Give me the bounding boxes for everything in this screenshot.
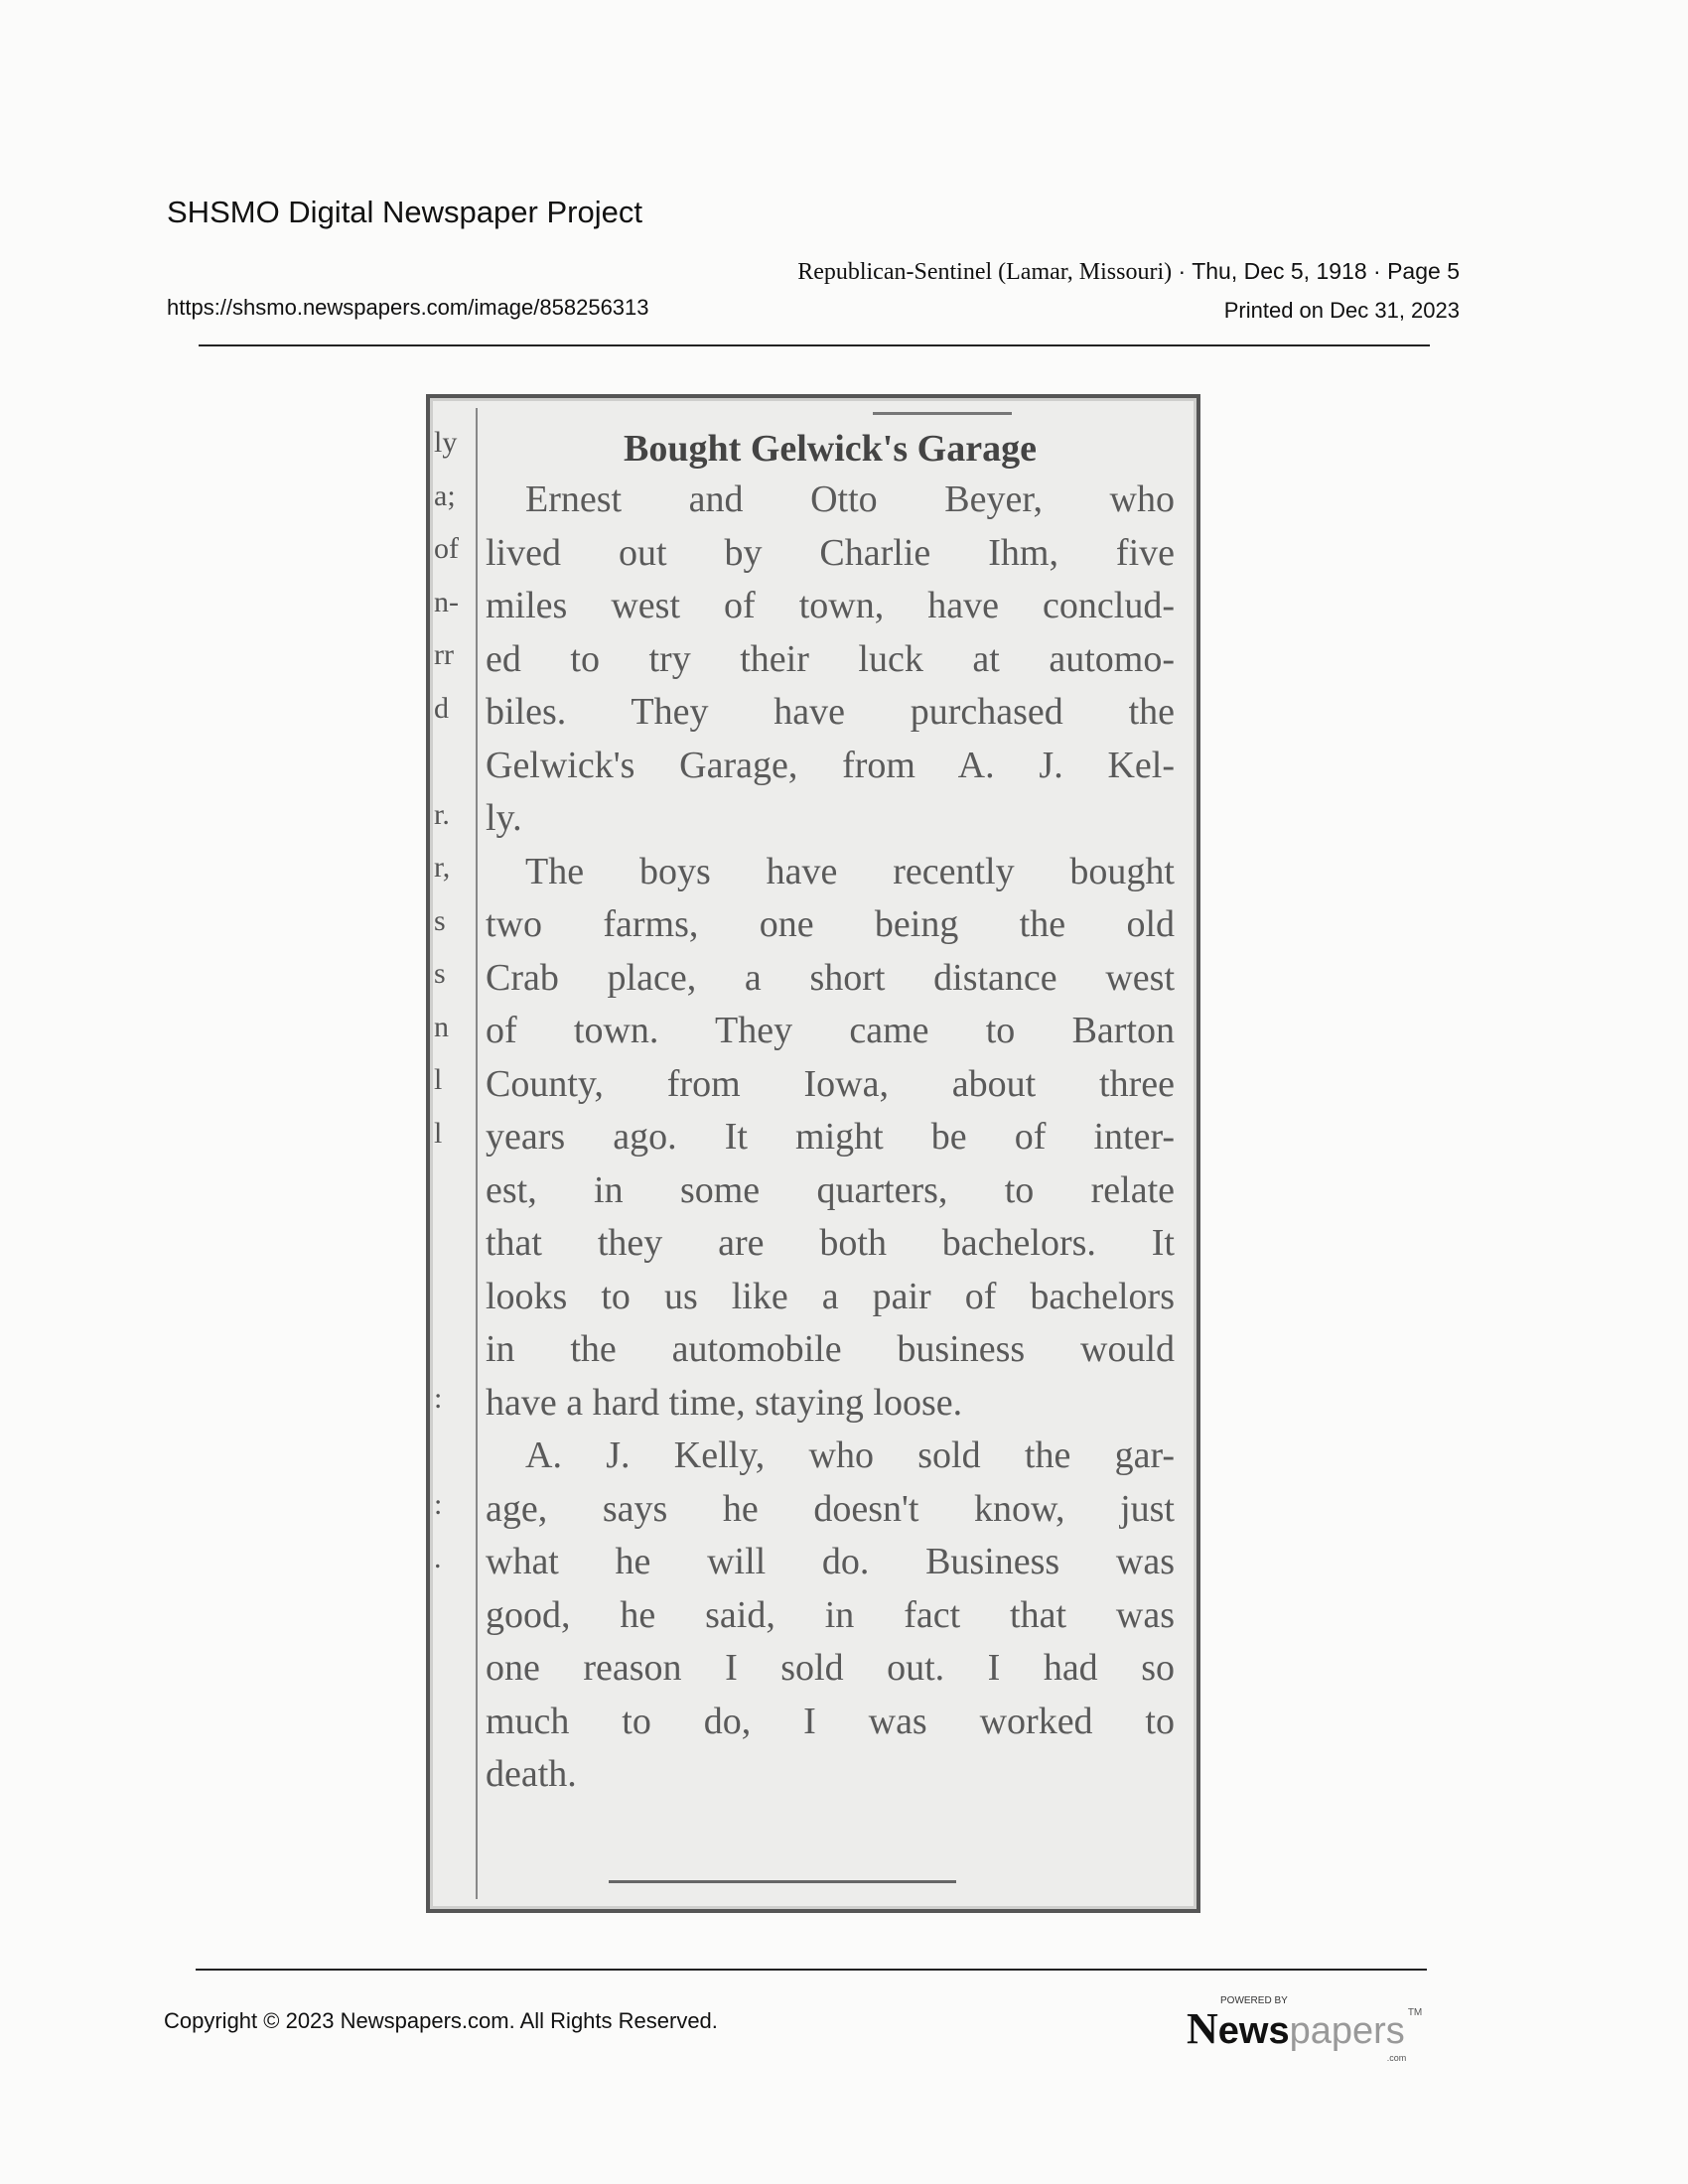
publication-name: Republican-Sentinel (Lamar, Missouri) — [797, 259, 1173, 285]
article-line: County, from Iowa, about three — [486, 1062, 1175, 1105]
article-line: years ago. It might be of inter- — [486, 1116, 1175, 1158]
publication-info — [797, 256, 1460, 287]
separator: · — [1178, 258, 1187, 284]
article-line: A. J. Kelly, who sold the gar- — [525, 1434, 1175, 1476]
article-line: good, he said, in fact that was — [486, 1593, 1175, 1636]
article-line: Ernest and Otto Beyer, who — [525, 478, 1175, 520]
page-number: Page 5 — [1387, 258, 1460, 284]
article-body — [486, 474, 1175, 1802]
header-divider — [199, 344, 1430, 346]
logo-com: .com — [1386, 2053, 1407, 2063]
column-fragment: a; — [434, 478, 456, 512]
column-fragment — [434, 1160, 474, 1213]
article-line: biles. They have purchased the — [486, 691, 1175, 733]
column-fragment — [434, 735, 474, 788]
separator: · — [1373, 258, 1381, 284]
column-fragment: n — [434, 1010, 449, 1043]
trademark: TM — [1407, 2007, 1423, 2018]
article-line: age, says he doesn't know, just — [486, 1487, 1175, 1530]
column-fragment — [434, 1266, 474, 1319]
column-fragment: r, — [434, 851, 451, 884]
article-line: much to do, I was worked to — [486, 1700, 1175, 1742]
copyright-notice: Copyright © 2023 Newspapers.com. All Rights Reserved. — [164, 2008, 718, 2033]
column-fragment: n- — [434, 585, 459, 618]
column-fragment: d — [434, 691, 449, 725]
printed-date: Printed on Dec 31, 2023 — [1223, 298, 1460, 323]
article-line: miles west of town, have conclud- — [486, 585, 1175, 626]
article-line: have a hard time, staying loose. — [486, 1381, 963, 1424]
project-title: SHSMO Digital Newspaper Project — [167, 195, 642, 229]
publication-date: Thu, Dec 5, 1918 — [1192, 258, 1367, 284]
article-line: what he will do. Business was — [486, 1541, 1175, 1582]
article-line: Gelwick's Garage, from A. J. Kel- — [486, 744, 1175, 786]
column-fragment: s — [434, 957, 446, 990]
column-fragment: rr — [434, 638, 454, 671]
column-rule — [476, 408, 478, 1899]
top-rule — [873, 412, 1012, 415]
article — [486, 408, 1175, 1802]
column-fragment — [434, 1319, 474, 1373]
article-line: death. — [486, 1753, 577, 1795]
logo-papers: papers — [1289, 2010, 1405, 2052]
column-fragment: s — [434, 903, 446, 937]
newspapers-logo — [1187, 1995, 1422, 2064]
column-fragment: l — [434, 1116, 443, 1150]
column-fragment: : — [434, 1488, 443, 1521]
logo-n: N — [1187, 2004, 1218, 2053]
column-fragment — [434, 1213, 474, 1267]
column-fragment: . — [434, 1541, 442, 1574]
article-line: The boys have recently bought — [525, 850, 1175, 892]
article-line: ly. — [486, 797, 522, 839]
article-line: ed to try their luck at automo- — [486, 637, 1175, 680]
article-line: lived out by Charlie Ihm, five — [486, 531, 1175, 574]
adjacent-column-fragments — [434, 416, 474, 1584]
powered-by-text: POWERED BY — [1220, 1995, 1288, 2006]
article-line: of town. They came to Barton — [486, 1010, 1175, 1051]
article-line: looks to us like a pair of bachelors — [486, 1275, 1175, 1317]
column-fragment: l — [434, 1063, 443, 1096]
article-line: in the automobile business would — [486, 1328, 1175, 1370]
article-line: one reason I sold out. I had so — [486, 1647, 1175, 1689]
column-fragment: ly — [434, 426, 458, 459]
newspaper-clipping — [426, 394, 1200, 1913]
article-line: two farms, one being the old — [486, 903, 1175, 945]
column-fragment: : — [434, 1382, 443, 1415]
article-line: Crab place, a short distance west — [486, 956, 1175, 999]
image-url[interactable]: https://shsmo.newspapers.com/image/858256313 — [167, 295, 649, 320]
column-fragment — [434, 1426, 474, 1479]
column-fragment: r. — [434, 797, 450, 831]
footer-divider — [196, 1969, 1427, 1971]
end-rule — [609, 1880, 956, 1883]
article-line: that they are both bachelors. It — [486, 1222, 1175, 1264]
logo-wordmark — [1187, 2004, 1423, 2053]
logo-ews: ews — [1217, 2010, 1290, 2052]
column-fragment: of — [434, 532, 459, 565]
article-line: est, in some quarters, to relate — [486, 1168, 1175, 1211]
article-title: Bought Gelwick's Garage — [624, 428, 1037, 470]
